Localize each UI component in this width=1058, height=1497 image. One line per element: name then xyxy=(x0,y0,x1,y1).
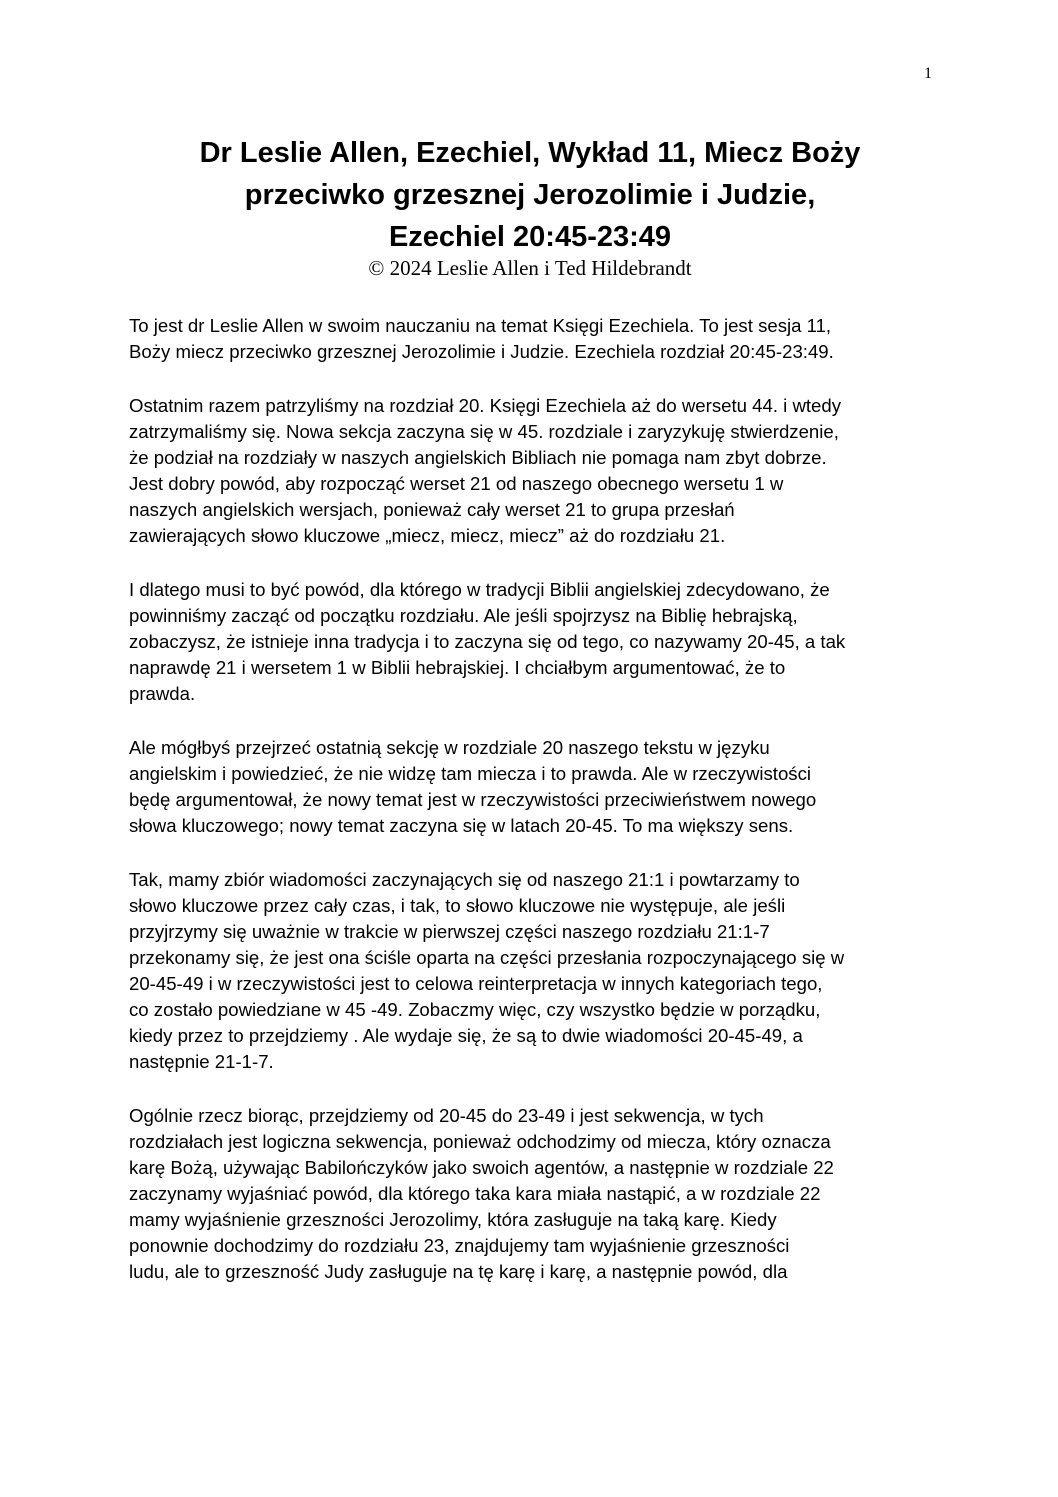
paragraph-line: Jest dobry powód, aby rozpocząć werset 21 od naszego obecnego wersetu 1 w xyxy=(129,473,784,494)
paragraph xyxy=(129,313,949,365)
paragraph-line: Ale mógłbyś przejrzeć ostatnią sekcję w rozdziale 20 naszego tekstu w języku xyxy=(129,737,770,758)
document-title-line-3: Ezechiel 20:45-23:49 xyxy=(388,221,672,253)
document-title-line-1: Dr Leslie Allen, Ezechiel, Wykład 11, Miecz Boży xyxy=(199,137,861,169)
paragraph-line: I dlatego musi to być powód, dla którego w tradycji Biblii angielskiej zdecydowano, że xyxy=(129,579,830,600)
paragraph-line: prawda. xyxy=(129,683,196,704)
paragraph-line: zawierających słowo kluczowe „miecz, miecz, miecz” aż do rozdziału 21. xyxy=(129,525,726,546)
paragraph-line: kiedy przez to przejdziemy . Ale wydaje się, że są to dwie wiadomości 20-45-49, a xyxy=(129,1025,803,1046)
paragraph-line: powinniśmy zacząć od początku rozdziału. Ale jeśli spojrzysz na Biblię hebrajską, xyxy=(129,605,798,626)
document-body xyxy=(129,313,949,1313)
paragraph xyxy=(129,867,949,1075)
paragraph-line: naszych angielskich wersjach, ponieważ cały werset 21 to grupa przesłań xyxy=(129,499,735,520)
paragraph-line: ponownie dochodzimy do rozdziału 23, znajdujemy tam wyjaśnienie grzeszności xyxy=(129,1235,790,1256)
paragraph-line: że podział na rozdziały w naszych angielskich Bibliach nie pomaga nam zbyt dobrze. xyxy=(129,447,827,468)
paragraph-line: zatrzymaliśmy się. Nowa sekcja zaczyna się w 45. rozdziale i zaryzykuję stwierdzenie, xyxy=(129,421,839,442)
paragraph-line: rozdziałach jest logiczna sekwencja, ponieważ odchodzimy od miecza, który oznacza xyxy=(129,1131,831,1152)
paragraph-line: angielskim i powiedzieć, że nie widzę tam miecza i to prawda. Ale w rzeczywistości xyxy=(129,763,812,784)
paragraph-line: Ogólnie rzecz biorąc, przejdziemy od 20-45 do 23-49 i jest sekwencja, w tych xyxy=(129,1105,764,1126)
paragraph-line: co zostało powiedziane w 45 -49. Zobaczmy więc, czy wszystko będzie w porządku, xyxy=(129,999,821,1020)
paragraph-line: przekonamy się, że jest ona ściśle oparta na części przesłania rozpoczynającego się w xyxy=(129,947,845,968)
paragraph-line: 20-45-49 i w rzeczywistości jest to celowa reinterpretacja w innych kategoriach tego, xyxy=(129,973,823,994)
paragraph-line: karę Bożą, używając Babilończyków jako swoich agentów, a następnie w rozdziale 22 xyxy=(129,1157,834,1178)
paragraph-line: Tak, mamy zbiór wiadomości zaczynających się od naszego 21:1 i powtarzamy to xyxy=(129,869,800,890)
copyright-notice: © 2024 Leslie Allen i Ted Hildebrandt xyxy=(368,256,692,280)
document-header xyxy=(80,132,980,280)
paragraph xyxy=(129,393,949,549)
paragraph xyxy=(129,735,949,839)
paragraph-line: mamy wyjaśnienie grzeszności Jerozolimy, która zasługuje na taką karę. Kiedy xyxy=(129,1209,777,1230)
paragraph-line: To jest dr Leslie Allen w swoim nauczaniu na temat Księgi Ezechiela. To jest sesja 11, xyxy=(129,315,832,336)
paragraph-line: słowa kluczowego; nowy temat zaczyna się w latach 20-45. To ma większy sens. xyxy=(129,815,794,836)
paragraph-line: ludu, ale to grzeszność Judy zasługuje na tę karę i karę, a następnie powód, dla xyxy=(129,1261,788,1282)
paragraph-line: przyjrzymy się uważnie w trakcie w pierwszej części naszego rozdziału 21:1-7 xyxy=(129,921,770,942)
page-number: 1 xyxy=(924,65,932,82)
paragraph-line: zobaczysz, że istnieje inna tradycja i to zaczyna się od tego, co nazywamy 20-45, a tak xyxy=(129,631,846,652)
paragraph-line: Boży miecz przeciwko grzesznej Jerozolimie i Judzie. Ezechiela rozdział 20:45-23:49. xyxy=(129,341,834,362)
document-title-line-2: przeciwko grzesznej Jerozolimie i Judzie, xyxy=(244,179,816,211)
paragraph xyxy=(129,1103,949,1285)
paragraph-line: słowo kluczowe przez cały czas, i tak, to słowo kluczowe nie występuje, ale jeśli xyxy=(129,895,786,916)
paragraph-line: następnie 21-1-7. xyxy=(129,1051,274,1072)
paragraph-line: Ostatnim razem patrzyliśmy na rozdział 20. Księgi Ezechiela aż do wersetu 44. i wtedy xyxy=(129,395,842,416)
paragraph xyxy=(129,577,949,707)
paragraph-line: naprawdę 21 i wersetem 1 w Biblii hebrajskiej. I chciałbym argumentować, że to xyxy=(129,657,786,678)
paragraph-line: zaczynamy wyjaśniać powód, dla którego taka kara miała nastąpić, a w rozdziale 22 xyxy=(129,1183,821,1204)
paragraph-line: będę argumentował, że nowy temat jest w rzeczywistości przeciwieństwem nowego xyxy=(129,789,817,810)
